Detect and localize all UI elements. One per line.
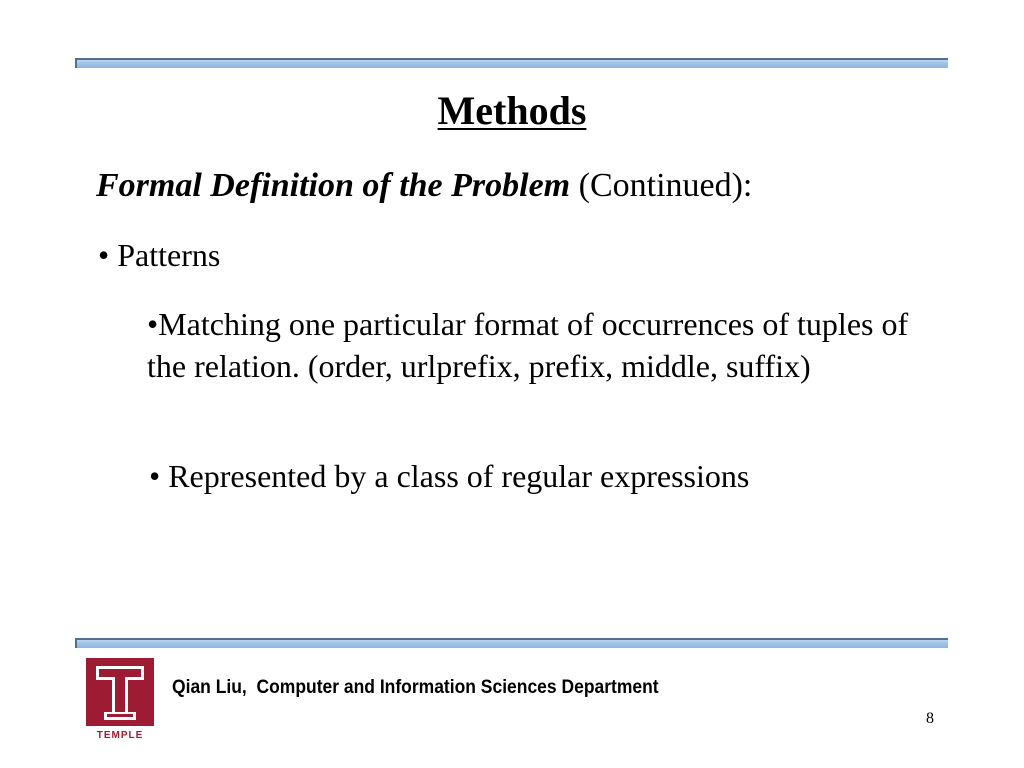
bullet-text: Matching one particular format of occurrences of tuples of the relation. (order, urlprefix, prefix, middle, suffix) <box>147 306 909 384</box>
bullet-text: Patterns <box>109 237 221 273</box>
slide-title: Methods <box>437 88 587 133</box>
subtitle-continued: (Continued): <box>570 167 753 204</box>
sub-bullet-matching <box>147 303 917 387</box>
top-divider-bar <box>75 58 948 68</box>
bottom-divider-bar <box>75 638 948 648</box>
logo-wordmark: TEMPLE <box>96 730 144 740</box>
temple-logo-icon <box>86 658 154 740</box>
bullet-marker: • <box>149 458 161 494</box>
footer-credit: Qian Liu, Computer and Information Sciences Department <box>172 677 659 698</box>
slide-subtitle <box>96 166 752 206</box>
page-number: 8 <box>926 710 934 727</box>
bullet-marker: • <box>98 237 110 273</box>
sub-bullet-represented <box>149 457 749 495</box>
bullet-marker: • <box>147 306 159 342</box>
bullet-text: Represented by a class of regular expressions <box>160 458 750 494</box>
temple-logo <box>86 658 154 740</box>
subtitle-emphasis: Formal Definition of the Problem <box>96 167 571 204</box>
bullet-patterns <box>98 236 220 274</box>
